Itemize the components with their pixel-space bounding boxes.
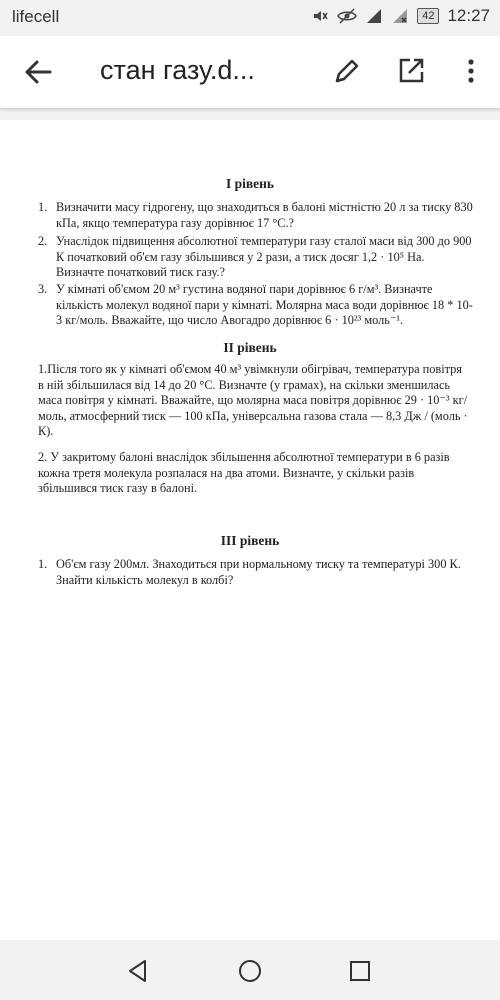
- item-text: Об'єм газу 200мл. Знаходиться при нормальному тиску та температурі 300 К. Знайти кількість молекул в колбі?: [56, 557, 461, 587]
- circle-home-icon[interactable]: [237, 958, 263, 984]
- item-number: 1.: [38, 557, 48, 571]
- level-2-heading: ІІ рівень: [223, 340, 277, 355]
- clock: 12:27: [447, 6, 490, 25]
- list-item: [38, 282, 473, 329]
- more-vert-icon[interactable]: [456, 56, 486, 86]
- level-2-paragraph-2: 2. У закритому балоні внаслідок збільшення абсолютної температури в 6 разів кожна третя молекула розпалася на два атоми. Визначте, у скільки разів збільшився тиск газу в балоні.: [38, 450, 450, 495]
- arrow-left-icon[interactable]: [20, 54, 56, 90]
- level-2-paragraph-1: 1.Після того як у кімнаті об'ємом 40 м³ увімкнули обігрівач, температура повітря в ній збільшилася від 14 до 20 °С. Визначте (у грамах), на скільки зменшилась маса повітря у кімнаті. Вважайте, що молярна маса повітря дорівнює 29 · 10⁻³ кг/моль, атмосферний тиск — 100 кПа, універсальна газова стала — 8,3 Дж / (моль · К).: [38, 362, 468, 438]
- status-icons: [311, 6, 490, 26]
- square-recents-icon[interactable]: [347, 958, 373, 984]
- signal-icon: [365, 7, 383, 25]
- list-item: [38, 234, 473, 281]
- carrier-name: lifecell: [12, 7, 60, 26]
- eye-icon: [337, 7, 357, 25]
- item-number: 3.: [38, 282, 48, 296]
- triangle-back-icon[interactable]: [125, 958, 151, 984]
- list-item: [38, 557, 473, 588]
- item-number: 2.: [38, 234, 48, 248]
- signal-x-icon: [391, 7, 409, 25]
- status-bar: [0, 0, 500, 36]
- item-text: Унаслідок підвищення абсолютної температури газу сталої маси від 300 до 900 К початковий об'єм газу збільшився у 2 рази, а тиск досяг 1,2 · 10⁵ На. Визначте початковий тиск газу.?: [56, 234, 472, 279]
- mute-icon: [311, 7, 329, 25]
- document-page[interactable]: [0, 120, 500, 960]
- app-bar: [0, 36, 500, 108]
- open-external-icon[interactable]: [396, 56, 426, 86]
- level-1-heading: І рівень: [225, 176, 275, 191]
- item-text: У кімнаті об'ємом 20 м³ густина водяної пари дорівнює 6 г/м³. Визначте кількість молекул водяної пари у кімнаті. Молярна маса води дорівнює 18 * 10-3 кг/моль. Вважайте, що число Авогадро дорівнює 6 · 10²³ моль⁻¹.: [56, 282, 473, 327]
- list-item: [38, 200, 473, 231]
- system-nav-bar: [0, 940, 500, 1000]
- battery-icon: 42: [417, 8, 439, 24]
- item-number: 1.: [38, 200, 48, 214]
- document-title: стан газу.d...: [100, 55, 255, 85]
- pencil-icon[interactable]: [332, 56, 362, 86]
- level-3-heading: ІІІ рівень: [220, 533, 280, 548]
- item-text: Визначити масу гідрогену, що знаходиться в балоні містністю 20 л за тиску 830 кПа, якщо температура газу дорівнює 17 °С.?: [56, 200, 473, 230]
